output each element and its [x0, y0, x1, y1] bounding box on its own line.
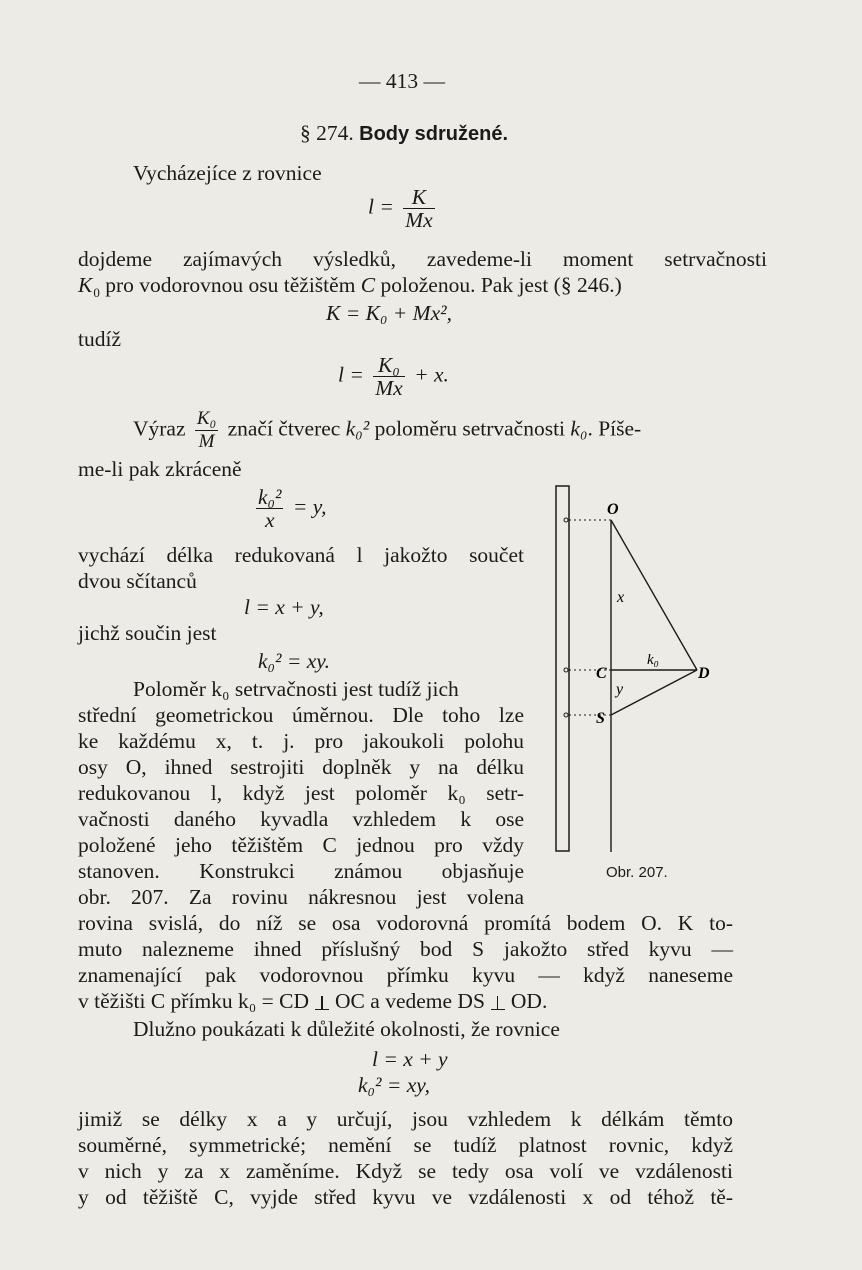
perpendicular-symbol [315, 996, 329, 1010]
eq-fraction [373, 354, 404, 399]
text-run: OD. [510, 989, 548, 1013]
paragraph-line: jimiž se délky x a y určují, jsou vzhledem k délkám těmto [78, 1107, 733, 1131]
eq-denominator: x [256, 508, 283, 531]
paragraph-line [78, 272, 622, 301]
equation-k: K = K₀ + Mx², [326, 301, 452, 325]
eq-denominator: Mx [405, 208, 433, 232]
text-run: poloměru setrvačnosti [374, 416, 566, 441]
paragraph-line [78, 988, 547, 1014]
text-run: značí čtverec [227, 416, 341, 441]
eq-rhs: + x. [414, 362, 449, 387]
paragraph-line: y od těžiště C, vyjde střed kyvu ve vzdálenosti x od téhož tě- [78, 1185, 733, 1209]
paragraph-line: ke každému x, t. j. pro jakoukoli polohu [78, 729, 524, 753]
text-run: pro vodorovnou osu těžištěm [99, 273, 361, 297]
equation-sum-2: l = x + y [372, 1047, 448, 1071]
paragraph-line: jichž součin jest [78, 621, 217, 645]
paragraph-line: me-li pak zkráceně [78, 457, 242, 481]
eq-fraction [256, 486, 283, 531]
symbol-k0: k₀ [570, 416, 588, 441]
line-DS [611, 670, 697, 715]
eq-numerator: K₀ [378, 353, 400, 377]
paragraph-line: vačnosti daného kyvadla vzhledem k ose [78, 807, 524, 831]
figure-207 [540, 480, 740, 900]
equation-l-k-mx [368, 186, 439, 231]
label-k0: k₀ [647, 652, 659, 668]
equation-l-k0 [338, 354, 449, 399]
paragraph-line: dvou sčítanců [78, 569, 197, 593]
section-title: Body sdružené. [359, 123, 509, 145]
pivot-C [564, 668, 568, 672]
paragraph-line [133, 408, 641, 453]
eq-fraction [403, 186, 434, 231]
paragraph-line: obr. 207. Za rovinu nákresnou jest volena [78, 885, 524, 909]
equation-sum: l = x + y, [244, 595, 324, 619]
paragraph-line: rovina svislá, do níž se osa vodorovná promítá bodem O. K to- [78, 911, 733, 935]
eq-rhs: = y, [292, 494, 327, 519]
paragraph-line: stanoven. Konstrukci známou objasňuje [78, 859, 524, 883]
paragraph-line: redukovanou l, když jest poloměr k₀ setr- [78, 781, 524, 805]
symbol-k: K [78, 273, 93, 297]
label-C: C [596, 665, 607, 682]
label-D: D [698, 665, 710, 682]
text-run: OC a vedeme DS [335, 989, 485, 1013]
text-run: položenou. Pak jest (§ 246.) [375, 273, 622, 297]
figure-caption: Obr. 207. [606, 864, 668, 881]
eq-denominator: Mx [375, 376, 403, 400]
equation-product: k₀² = xy. [258, 649, 330, 673]
equation-y [252, 486, 326, 531]
paragraph-line: v nich y za x zaměníme. Když se tedy osa volí ve vzdálenosti [78, 1159, 733, 1183]
intro-text: Vycházejíce z rovnice [133, 161, 322, 185]
equation-product-2: k₀² = xy, [358, 1073, 430, 1097]
paragraph-line: vychází délka redukovaná l jakožto součet [78, 543, 524, 567]
text-run: Výraz [133, 416, 186, 441]
eq-numerator: k₀² [258, 485, 282, 509]
pivot-S [564, 713, 568, 717]
symbol-c: C [360, 273, 376, 297]
label-x: x [617, 589, 625, 606]
eq-numerator: K [411, 185, 427, 209]
label-S: S [596, 710, 605, 727]
tudiz-text: tudíž [78, 327, 121, 351]
text-run: v těžišti C přímku k₀ = CD [78, 989, 310, 1013]
symbol-k0-squared: k₀² [345, 416, 370, 441]
label-O: O [607, 501, 619, 518]
eq-lhs: l = [368, 194, 394, 219]
paragraph-line: dojdeme zajímavých výsledků, zavedeme-li moment setrvačnosti [78, 247, 767, 271]
inline-fraction [195, 408, 218, 453]
section-mark: § 274. [300, 121, 354, 145]
frac-den: M [195, 430, 218, 453]
text-run: . Píše- [587, 416, 642, 441]
label-y: y [616, 681, 624, 698]
section-heading [300, 120, 508, 147]
paragraph-line: Dlužno poukázati k důležité okolnosti, že rovnice [133, 1017, 560, 1041]
paragraph-line: znamenající pak vodorovnou přímku kyvu — když naneseme [78, 963, 733, 987]
paragraph-line: muto nalezneme ihned příslušný bod S jakožto střed kyvu — [78, 937, 733, 961]
eq-lhs: l = [338, 362, 364, 387]
frac-num: K₀ [196, 408, 217, 429]
pivot-O [564, 518, 568, 522]
paragraph-line: osy O, ihned sestrojiti doplněk y na délku [78, 755, 524, 779]
perpendicular-symbol [491, 996, 505, 1010]
page-number: — 413 — [359, 69, 445, 93]
paragraph-line: střední geometrickou úměrnou. Dle toho lze [78, 703, 524, 727]
paragraph-line: Poloměr k₀ setrvačnosti jest tudíž jich [133, 677, 459, 701]
subscript: 0 [93, 285, 100, 300]
paragraph-line: položené jeho těžištěm C jednou pro vždy [78, 833, 524, 857]
paragraph-line: souměrné, symmetrické; nemění se tudíž platnost rovnic, když [78, 1133, 733, 1157]
